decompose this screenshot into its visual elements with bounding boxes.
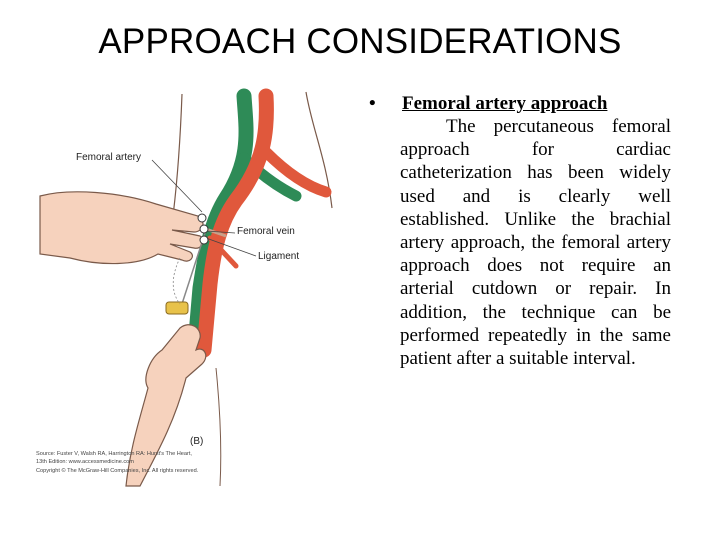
anatomy-drawing [30, 88, 360, 488]
slide-title: APPROACH CONSIDERATIONS [98, 22, 622, 61]
artery-leader [152, 160, 202, 212]
figure-source-line: Source: Fuster V, Walsh RA, Harrington RA: Hurst's The Heart, [36, 451, 192, 457]
needle-hub [166, 302, 188, 314]
figure-source-line: 13th Edition: www.accessmedicine.com [36, 459, 134, 465]
marker-dot [198, 214, 206, 222]
femoral-approach-illustration [30, 88, 360, 488]
bullet-marker: • [369, 93, 376, 114]
motion-arc [173, 258, 180, 304]
panel-label: (B) [190, 436, 204, 447]
label-femoral-vein: Femoral vein [237, 226, 295, 237]
needle-hand [126, 325, 206, 486]
marker-dot [200, 225, 208, 233]
label-femoral-artery: Femoral artery [76, 152, 142, 163]
marker-dot [200, 236, 208, 244]
bullet-heading [367, 92, 671, 115]
palpating-hand [40, 192, 203, 264]
bullet-heading-text: Femoral artery approach [402, 93, 608, 114]
thigh-outline [216, 368, 221, 486]
label-ligament: Ligament [258, 251, 300, 262]
bullet-section [367, 92, 671, 370]
figure-copyright-line: Copyright © The McGraw-Hill Companies, Inc. All rights reserved. [36, 468, 199, 474]
bullet-body-text: The percutaneous femoral approach for cardiac catheterization has been widely used and is clearly well established. Unlike the brachial artery approach, the femoral artery approach does not require an arterial cutdown or repair. In addition, the technique can be performed repeatedly in the same patient after a suitable interval. [400, 116, 671, 370]
